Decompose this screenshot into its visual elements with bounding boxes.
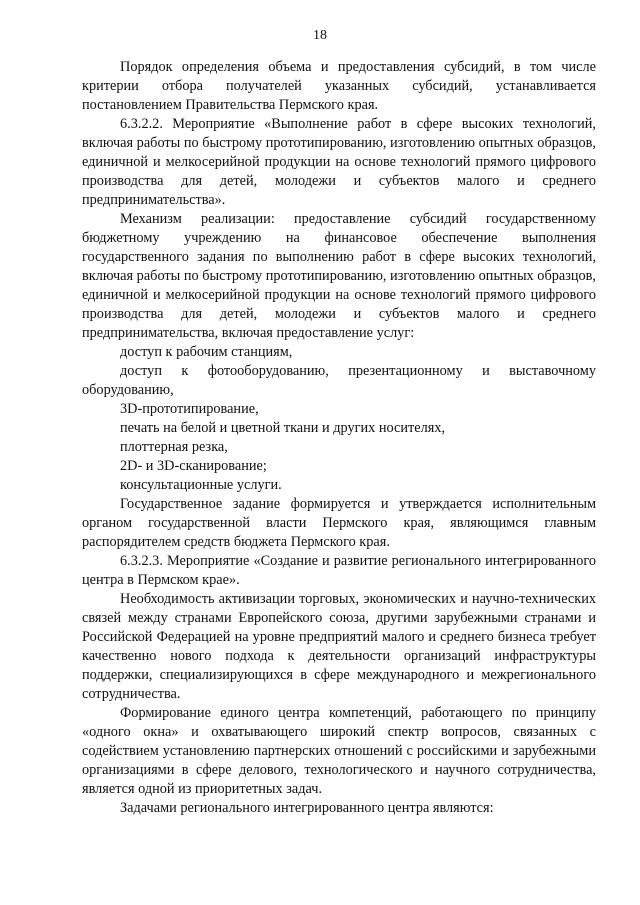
service-item-plotter-cutting: плоттерная резка, [120,439,228,455]
paragraph-center-tasks: Задачами регионального интегрированного центра являются: [120,800,494,816]
service-item-workstations: доступ к рабочим станциям, [120,344,293,360]
paragraph-subsidy-procedure: Порядок определения объема и предоставления субсидий, в том числе критерии отбора получателей указанных субсидий, устанавливается постановлением Правительства Пермского края. [82,59,596,113]
paragraph-implementation-mechanism: Механизм реализации: предоставление субсидий государственному бюджетному учреждению на финансовое обеспечение выполнения государственного задания по выполнению работ в сфере высоких технологий, включая работы по быстрому прототипированию, изготовлению опытных образцов, единичной и мелкосерийной продукции на основе технологий прямого цифрового производства для детей, молодежи и субъектов малого и среднего предпринимательства, включая предоставление услуг: [82,211,596,341]
service-item-scanning: 2D- и 3D-сканирование; [120,458,267,474]
paragraph-necessity: Необходимость активизации торговых, экономических и научно-технических связей между странами Европейского союза, другими зарубежными странами и Российской Федерацией на уровне предприятий малого и среднего бизнеса требует качественно нового подхода к деятельности организаций инфраструктуры поддержки, специализирующихся в сфере международного и межрегионального сотрудничества. [82,591,596,702]
paragraph-measure-6-3-2-3: 6.3.2.3. Мероприятие «Создание и развитие регионального интегрированного центра в Пермском крае». [82,553,596,588]
paragraph-state-assignment: Государственное задание формируется и утверждается исполнительным органом государственной власти Пермского края, являющимся главным распорядителем средств бюджета Пермского края. [82,496,596,550]
page-number: 18 [313,28,327,43]
document-body [82,58,596,818]
service-item-consulting: консультационные услуги. [120,477,282,493]
paragraph-measure-6-3-2-2: 6.3.2.2. Мероприятие «Выполнение работ в сфере высоких технологий, включая работы по быстрому прототипированию, изготовлению опытных образцов, единичной и мелкосерийной продукции на основе технологий прямого цифрового производства для детей, молодежи и субъектов малого и среднего предпринимательства». [82,116,596,208]
service-item-printing: печать на белой и цветной ткани и других носителях, [120,420,446,436]
service-item-3d-prototyping: 3D-прототипирование, [120,401,259,417]
service-item-photo-equipment: доступ к фотооборудованию, презентационному и выставочному оборудованию, [82,363,596,398]
paragraph-competence-center: Формирование единого центра компетенций, работающего по принципу «одного окна» и охватывающего широкий спектр вопросов, связанных с содействием установлению партнерских отношений с российскими и зарубежными организациями в сфере делового, технологического и научного сотрудничества, является одной из приоритетных задач. [82,705,596,797]
